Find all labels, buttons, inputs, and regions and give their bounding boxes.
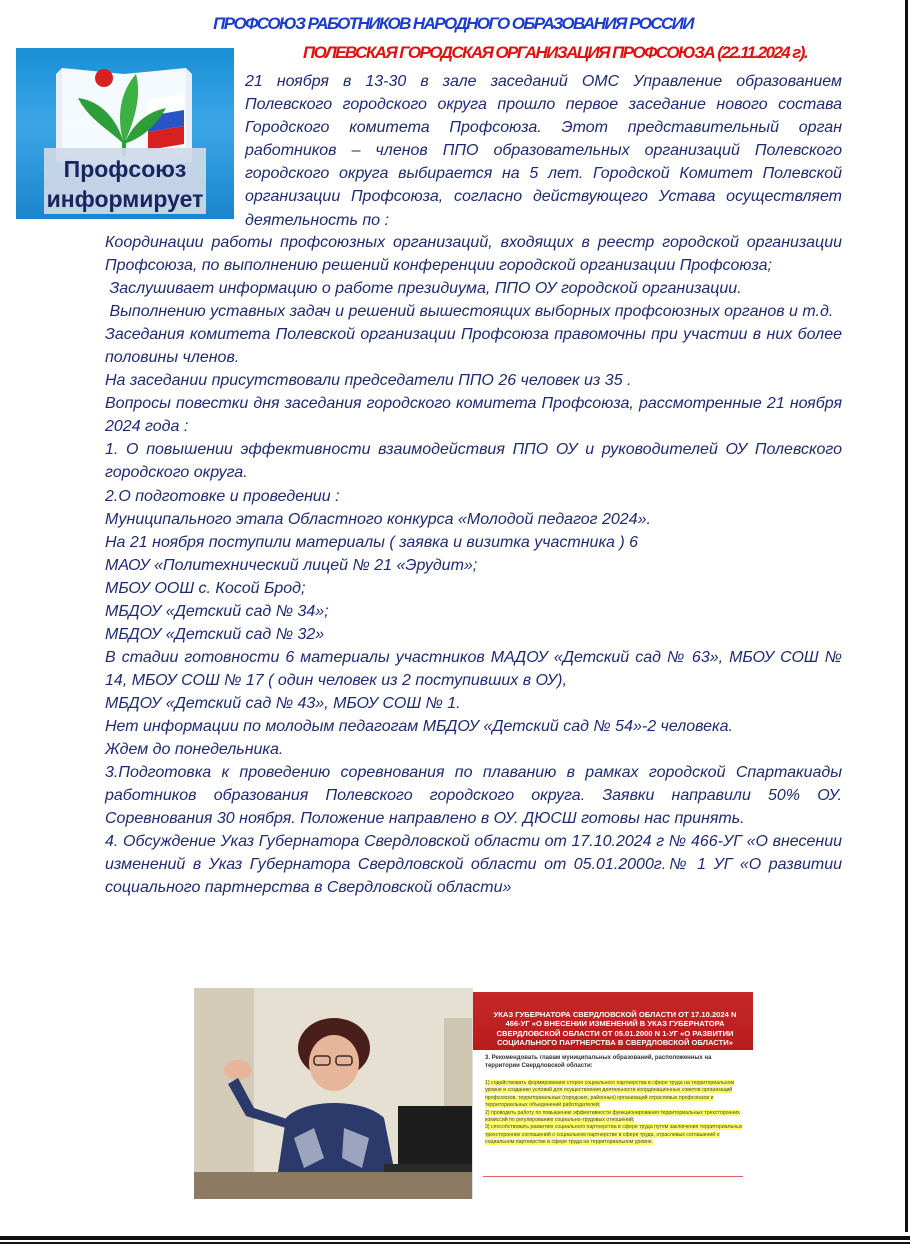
- body-paragraph: Ждем до понедельника.: [105, 741, 284, 759]
- decree-slide: [472, 988, 753, 1199]
- slide-subtitle: 3. Рекомендовать главам муниципальных образований, расположенных на территории Свердловской области:: [485, 1055, 712, 1069]
- logo-text-line2: информирует: [46, 186, 204, 212]
- slide-item: 1) содействовать формированию сторон социального партнерства в сфере труда на территориальном уровне и созданию условий для осуществления деятельности координационных советов организаций профсоюзов, территориальных (городских, районных) организаций отраслевых профсоюзов и территориальных объединений работодателей;: [485, 1080, 735, 1109]
- intro-paragraph: 21 ноября в 13-30 в зале заседаний ОМС Управление образованием Полевского городского округа прошло первое заседание нового состава Городского комитета Профсоюза. Этот представительный орган работников – членов ППО образовательных организаций Полевского городского округа выбирается на 5 лет. Городской Комитет Полевской организации Профсоюза, согласно действующего Устава осуществляет деятельность по :: [245, 73, 842, 229]
- body-paragraph: Муниципального этапа Областного конкурса «Молодой педагог 2024».: [105, 510, 651, 528]
- body-paragraph: На заседании присутствовали председатели ППО 26 человек из 35 .: [105, 372, 632, 390]
- meeting-photo: [194, 988, 472, 1199]
- slide-items: [485, 1080, 747, 1147]
- body-paragraph: Нет информации по молодым педагогам МБДОУ «Детский сад № 54»-2 человека.: [105, 717, 733, 735]
- slide-divider: [483, 1176, 743, 1177]
- agenda-item-4: 4. Обсуждение Указ Губернатора Свердловской области от 17.10.2024 г № 466-УГ «О внесении изменений в Указ Губернатора Свердловской области от 05.01.2000г.№ 1 УГ «О развитии социального партнерства в Свердловской области»: [105, 833, 842, 897]
- list-item: МАОУ «Политехнический лицей № 21 «Эрудит»;: [105, 556, 478, 574]
- body-paragraph: На 21 ноября поступили материалы ( заявка и визитка участника ) 6: [105, 533, 639, 551]
- page-frame-bottom: [0, 1236, 910, 1240]
- article-body: [105, 231, 842, 899]
- body-paragraph: Заседания комитета Полевской организации Профсоюза правомочны при участии в них более половины членов.: [105, 326, 842, 367]
- slide-item: 3) способствовать развитию социального партнерства в сфере труда путем заключения территориальных трехсторонних соглашений о социальном партнерстве в сфере труда, отраслевых соглашений о социальном партнерстве в сфере труда на территориальном уровне.: [485, 1124, 743, 1146]
- body-paragraph: Выполнению уставных задач и решений вышестоящих выборных профсоюзных органов и т.д.: [105, 303, 834, 321]
- agenda-item-1: 1. О повышении эффективности взаимодействия ППО ОУ и руководителей ОУ Полевского городского округа.: [105, 441, 842, 482]
- body-paragraph: Заслушивает информацию о работе президиума, ППО ОУ городской организации.: [105, 280, 742, 298]
- agenda-item-2: 2.О подготовке и проведении :: [105, 487, 340, 505]
- header-title-union: ПРОФСОЮЗ РАБОТНИКОВ НАРОДНОГО ОБРАЗОВАНИЯ РОССИИ: [213, 14, 693, 33]
- speaker-photo-illustration: [194, 988, 472, 1199]
- list-item: МБДОУ «Детский сад № 34»;: [105, 602, 329, 620]
- body-paragraph: МБДОУ «Детский сад № 43», МБОУ СОШ № 1.: [105, 694, 461, 712]
- page-frame-bottom-thin: [0, 1242, 910, 1244]
- slide-title: УКАЗ ГУБЕРНАТОРА СВЕРДЛОВСКОЙ ОБЛАСТИ ОТ 17.10.2024 N 466-УГ «О ВНЕСЕНИИ ИЗМЕНЕНИЙ В УКАЗ ГУБЕРНАТОРА СВЕРДЛОВСКОЙ ОБЛАСТИ ОТ 05.01.2000 N 1-УГ «О РАЗВИТИИ СОЦИАЛЬНОГО ПАРТНЕРСТВА В СВЕРДЛОВСКОЙ ОБЛАСТИ»: [493, 1010, 737, 1048]
- list-item: МБОУ ООШ с. Косой Брод;: [105, 579, 306, 597]
- page-frame-right: [905, 0, 908, 1232]
- body-paragraph: В стадии готовности 6 материалы участников МАДОУ «Детский сад № 63», МБОУ СОШ № 14, МБОУ СОШ № 17 ( один человек из 2 поступивших в ОУ),: [105, 648, 842, 689]
- body-paragraph: Координации работы профсоюзных организаций, входящих в реестр городской организации Профсоюза, по выполнению решений конференции городской организации Профсоюза;: [105, 234, 842, 275]
- agenda-item-3: 3.Подготовка к проведению соревнования по плаванию в рамках городской Спартакиады работников образования Полевского городского округа. Заявки направили 50% ОУ. Соревнования 30 ноября. Положение направлено в ОУ. ДЮСШ готовы нас принять.: [105, 764, 842, 828]
- logo-text-line1: Профсоюз: [63, 156, 187, 182]
- body-paragraph: Вопросы повестки дня заседания городского комитета Профсоюза, рассмотренные 21 ноября 2024 года :: [105, 395, 842, 436]
- slide-item: 2) проводить работу по повышению эффективности функционирования территориальных трехсторонних комиссий по регулированию социально-трудовых отношений;: [485, 1109, 740, 1124]
- header-title-organization: ПОЛЕВСКАЯ ГОРОДСКАЯ ОРГАНИЗАЦИЯ ПРОФСОЮЗА (22.11.2024 г).: [303, 43, 807, 62]
- list-item: МБДОУ «Детский сад № 32»: [105, 625, 325, 643]
- union-logo: [16, 48, 234, 219]
